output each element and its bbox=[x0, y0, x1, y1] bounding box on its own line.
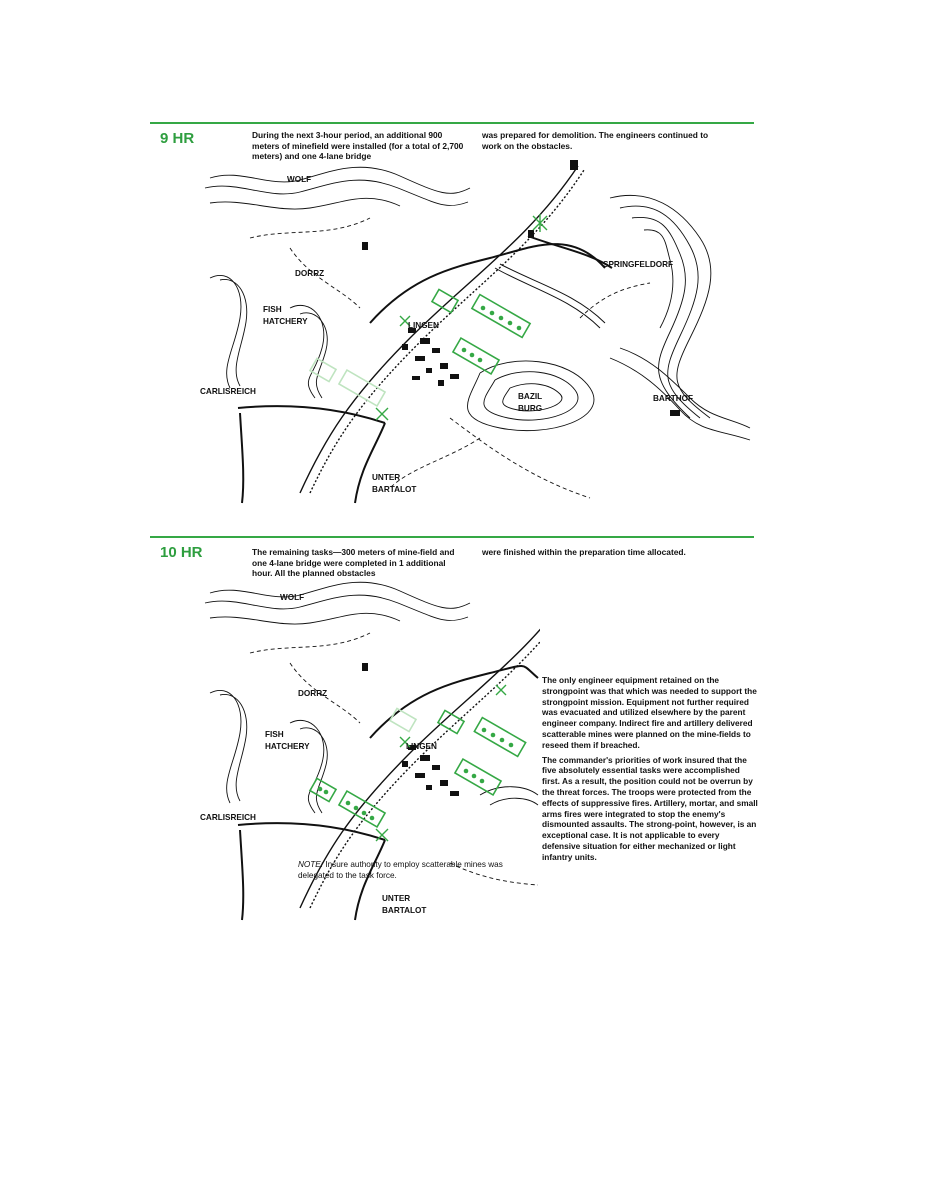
place-lingen: LINGEN bbox=[406, 742, 437, 751]
place-dorrz: DORRZ bbox=[298, 689, 328, 698]
note-text: Insure authority to employ scatterable mines was delegated to the task force. bbox=[298, 860, 503, 880]
text-column-1: The remaining tasks—300 meters of mine-field and one 4-lane bridge were completed in 1 additional hour. All the planned obstacles bbox=[252, 547, 455, 579]
place-hatchery: HATCHERY bbox=[265, 742, 310, 751]
text-column-1: During the next 3-hour period, an additional 900 meters of minefield were installed (for a total of 2,700 meters) and one 4-lane bridge bbox=[252, 130, 464, 162]
place-wolf: WOLF bbox=[280, 593, 305, 602]
panel-10hr bbox=[150, 533, 758, 933]
place-burg: BURG bbox=[518, 404, 543, 413]
side-paragraph-1: The only engineer equipment retained on the strongpoint was that which was needed to support the strongpoint mission. Equipment not further required was evacuated and utilized elsewhere by the parent engineer company. Indirect fire and artillery delivered scatterable mines were planned on the mine-fields to reseed them if breached. bbox=[542, 675, 757, 750]
place-barthof: BARTHOF bbox=[653, 394, 694, 403]
place-lingen: LINGEN bbox=[408, 321, 439, 330]
place-springfeldorf: SPRINGFELDORF bbox=[603, 260, 674, 269]
bridge-demolition-marks bbox=[376, 685, 506, 841]
place-unter: UNTER bbox=[382, 894, 411, 903]
panel-9hr bbox=[150, 118, 758, 508]
time-label: 10 HR bbox=[160, 544, 203, 561]
text-column-2: was prepared for demolition. The engineers continued to work on the obstacles. bbox=[482, 130, 709, 151]
place-unter: UNTER bbox=[372, 473, 401, 482]
contour-lines bbox=[205, 582, 538, 813]
place-carlisreich: CARLISREICH bbox=[200, 387, 256, 396]
place-fish: FISH bbox=[263, 305, 282, 314]
bridge-demolition-marks bbox=[376, 214, 547, 420]
text-column-2: were finished within the preparation time allocated. bbox=[482, 547, 686, 557]
terrain-map-9hr bbox=[150, 118, 758, 508]
minefields bbox=[310, 289, 530, 405]
side-paragraph-2: The commander's priorities of work insured that the five absolutely essential tasks were accomplished first. As a result, the position could not be overrun by the threat forces. The troops were protected from the effects of suppressive fires. Artillery, mortar, and small arms fires were integrated to stop the enemy's dismounted assaults. The strong-point, however, is an exceptional case. It is not applicable to every defensive situation for either mechanized or light infantry units. bbox=[542, 754, 758, 862]
place-hatchery: HATCHERY bbox=[263, 317, 308, 326]
place-carlisreich: CARLISREICH bbox=[200, 813, 256, 822]
time-label: 9 HR bbox=[160, 130, 195, 147]
place-fish: FISH bbox=[265, 730, 284, 739]
note-label: NOTE: bbox=[298, 860, 324, 869]
place-bazil: BAZIL bbox=[518, 392, 543, 401]
railroad bbox=[300, 166, 584, 493]
roads bbox=[238, 666, 538, 920]
river bbox=[495, 264, 605, 328]
place-dorrz: DORRZ bbox=[295, 269, 325, 278]
minefields bbox=[310, 708, 526, 826]
trails bbox=[250, 218, 650, 498]
place-wolf: WOLF bbox=[287, 175, 312, 184]
place-bartalot: BARTALOT bbox=[372, 485, 417, 494]
side-text bbox=[542, 675, 758, 867]
place-bartalot: BARTALOT bbox=[382, 906, 427, 915]
note bbox=[298, 859, 528, 881]
